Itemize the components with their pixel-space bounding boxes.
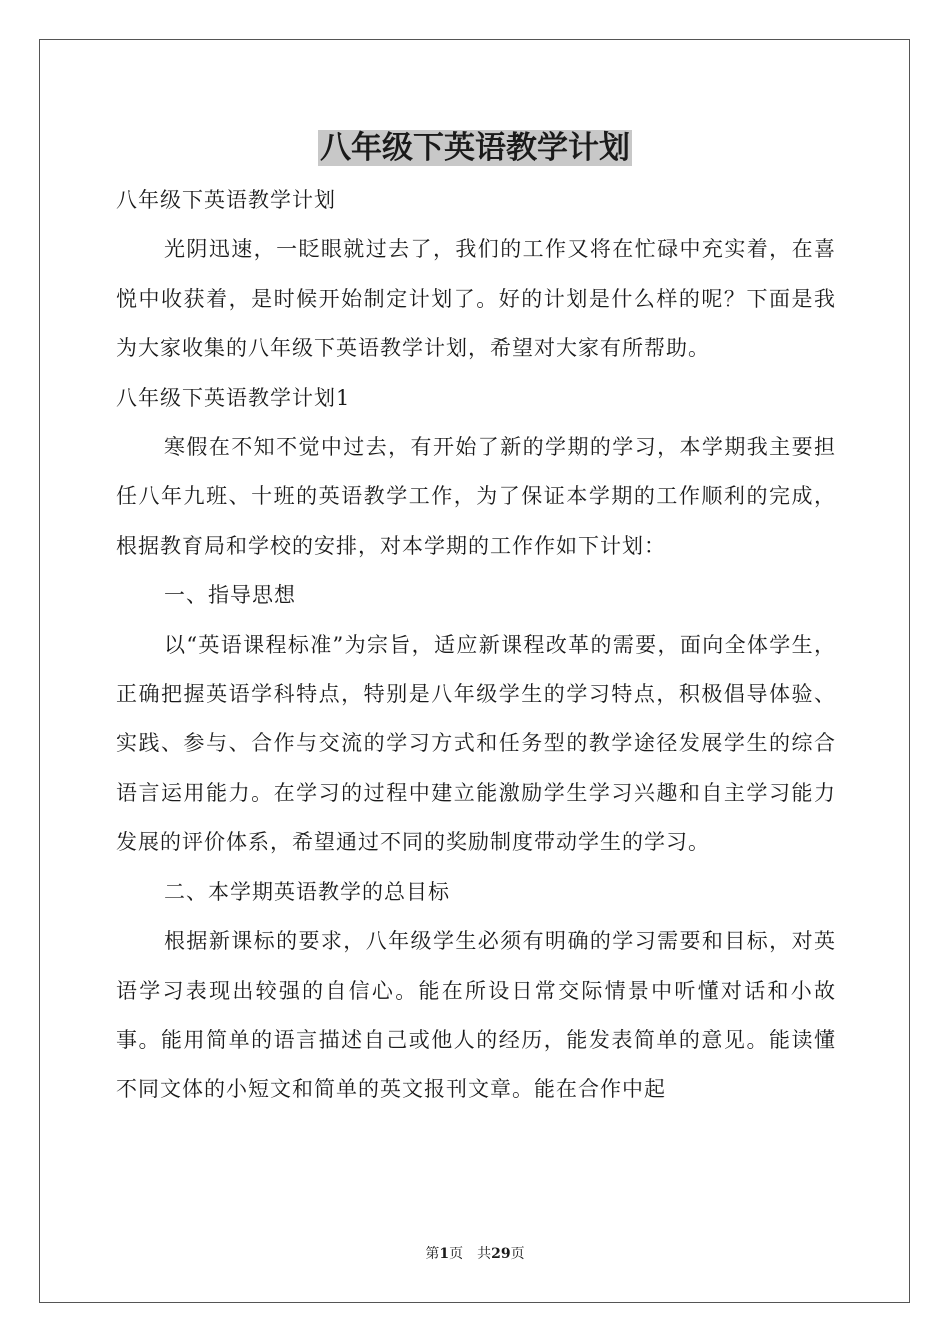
page-footer	[0, 1245, 950, 1263]
footer-page-prefix: 第	[425, 1246, 440, 1262]
paragraph: 八年级下英语教学计划	[116, 188, 336, 212]
paragraph: 根据新课标的要求，八年级学生必须有明确的学习需要和目标，对英语学习表现出较强的自信心。能在所设日常交际情景中听懂对话和小故事。能用简单的语言描述自己或他人的经历，能发表简单的意见。能读懂不同文体的小短文和简单的英文报刊文章。能在合作中起	[116, 929, 836, 1102]
document-title	[0, 126, 950, 170]
footer-page-current: 1	[439, 1246, 450, 1262]
paragraph: 一、指导思想	[164, 583, 296, 608]
footer-page-suffix: 页	[510, 1246, 525, 1262]
document-body	[116, 176, 836, 1115]
paragraph: 二、本学期英语教学的总目标	[164, 879, 450, 904]
paragraph: 八年级下英语教学计划1	[116, 385, 351, 410]
footer-page-total: 29	[491, 1246, 511, 1262]
document-title-text: 八年级下英语教学计划	[320, 130, 630, 166]
footer-page-mid: 页 共	[449, 1246, 492, 1262]
paragraph: 寒假在不知不觉中过去，有开始了新的学期的学习，本学期我主要担任八年九班、十班的英语教学工作，为了保证本学期的工作顺利的完成，根据教育局和学校的安排，对本学期的工作作如下计划：	[116, 435, 836, 558]
paragraph: 以“英语课程标准”为宗旨，适应新课程改革的需要，面向全体学生，正确把握英语学科特点，特别是八年级学生的学习特点，积极倡导体验、实践、参与、合作与交流的学习方式和任务型的教学途径发展学生的综合语言运用能力。在学习的过程中建立能激励学生学习兴趣和自主学习能力发展的评价体系，希望通过不同的奖励制度带动学生的学习。	[116, 632, 836, 855]
paragraph: 光阴迅速，一眨眼就过去了，我们的工作又将在忙碌中充实着，在喜悦中收获着，是时候开始制定计划了。好的计划是什么样的呢？下面是我为大家收集的八年级下英语教学计划，希望对大家有所帮助。	[116, 237, 836, 361]
